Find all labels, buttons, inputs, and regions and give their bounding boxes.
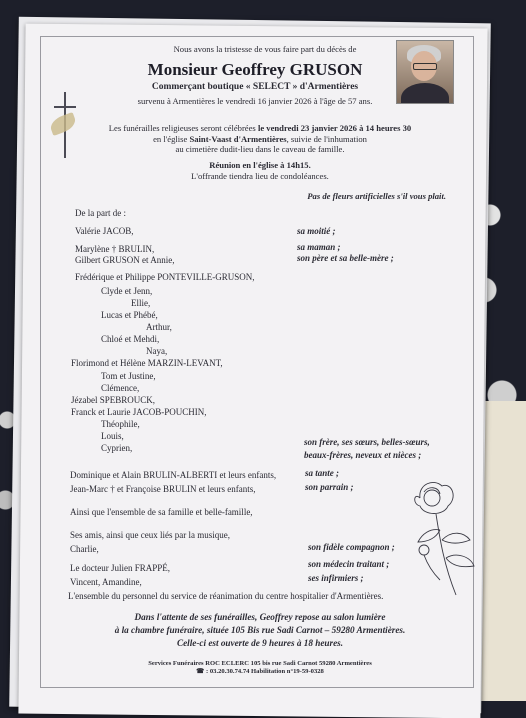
family-relation: son père et sa belle-mère ;	[297, 253, 394, 263]
family-member-line: Jézabel SPEBROUCK,	[71, 395, 155, 405]
family-member-line: Franck et Laurie JACOB-POUCHIN,	[71, 407, 207, 417]
intro-text: Nous avons la tristesse de vous faire part du décès de	[173, 44, 357, 54]
family-relation: beaux-frères, neveux et nièces ;	[304, 450, 422, 460]
family-member-line: Ellie,	[131, 298, 151, 308]
family-member-line: Tom et Justine,	[101, 371, 156, 381]
family-relation: ses infirmiers ;	[308, 573, 364, 583]
family-member-line: Clémence,	[101, 383, 140, 393]
rose-illustration-icon	[400, 470, 480, 600]
family-intro: De la part de :	[75, 208, 126, 218]
family-member-line: Ses amis, ainsi que ceux liés par la musique,	[70, 530, 230, 540]
family-member-line: Louis,	[101, 431, 124, 441]
family-member-line: Ainsi que l'ensemble de sa famille et belle-famille,	[70, 507, 253, 517]
portrait-photo	[396, 40, 454, 104]
family-member-line: Marylène † BRULIN,	[75, 244, 155, 254]
family-relation: sa maman ;	[297, 242, 341, 252]
family-member-line: Florimond et Hélène MARZIN-LEVANT,	[71, 358, 223, 368]
family-relation: son parrain ;	[305, 482, 354, 492]
family-member-line: Le docteur Julien FRAPPÉ,	[70, 563, 170, 573]
family-member-line: Lucas et Phébé,	[101, 310, 158, 320]
deceased-name: Monsieur Geoffrey GRUSON	[147, 60, 363, 79]
family-relation: son médecin traitant ;	[308, 559, 390, 569]
family-member-line: Naya,	[146, 346, 168, 356]
family-member-line: L'ensemble du personnel du service de réanimation du centre hospitalier d'Armentières.	[68, 591, 384, 601]
family-relation: sa tante ;	[305, 468, 340, 478]
family-member-line: Clyde et Jenn,	[101, 286, 153, 296]
family-member-line: Charlie,	[70, 544, 99, 554]
cross-icon	[50, 92, 80, 162]
family-member-line: Théophile,	[101, 419, 140, 429]
family-member-line: Cyprien,	[101, 443, 133, 453]
family-member-line: Jean-Marc † et Françoise BRULIN et leurs enfants,	[70, 484, 256, 494]
family-relation: son fidèle compagnon ;	[308, 542, 395, 552]
no-flowers-note: Pas de fleurs artificielles s'il vous plait.	[307, 191, 446, 201]
deceased-role: Commerçant boutique « SELECT » d'Armentières	[151, 82, 359, 92]
background-table-right	[478, 401, 526, 701]
family-member-line: Arthur,	[146, 322, 172, 332]
closing-text: Dans l'attente de ses funérailles, Geoffrey repose au salon lumière à la chambre funéraire, située 105 Bis rue Sadi Carnot – 59280 Armentières. Celle-ci est ouverte de 9 heures à 18 heures.	[114, 612, 406, 648]
funeral-details: Les funérailles religieuses seront célébrées le vendredi 23 janvier 2026 à 14 heures 30 en l'église Saint-Vaast d'Armentières, suivie de l'inhumation au cimetière dudit-lieu dans le caveau de famille.	[108, 123, 412, 154]
funeral-services-info: Services Funéraires ROC ECLERC 105 bis rue Sadi Carnot 59280 Armentières ☎ : 03.20.30.74.74 Habilitation n°19-59-0328	[148, 660, 372, 675]
family-member-line: Frédérique et Philippe PONTEVILLE-GRUSON,	[75, 272, 255, 282]
family-member-line: Chloé et Mehdi,	[101, 334, 160, 344]
family-member-line: Valérie JACOB,	[75, 226, 134, 236]
reunion-info: Réunion en l'église à 14h15. L'offrande tiendra lieu de condoléances.	[191, 160, 329, 181]
death-details: survenu à Armentières le vendredi 16 janvier 2026 à l'âge de 57 ans.	[137, 96, 373, 106]
family-member-line: Gilbert GRUSON et Annie,	[75, 255, 175, 265]
family-relation: sa moitié ;	[297, 226, 336, 236]
family-member-line: Dominique et Alain BRULIN-ALBERTI et leurs enfants,	[70, 470, 277, 480]
family-relation: son frère, ses sœurs, belles-sœurs,	[304, 437, 430, 447]
family-member-line: Vincent, Amandine,	[70, 577, 142, 587]
